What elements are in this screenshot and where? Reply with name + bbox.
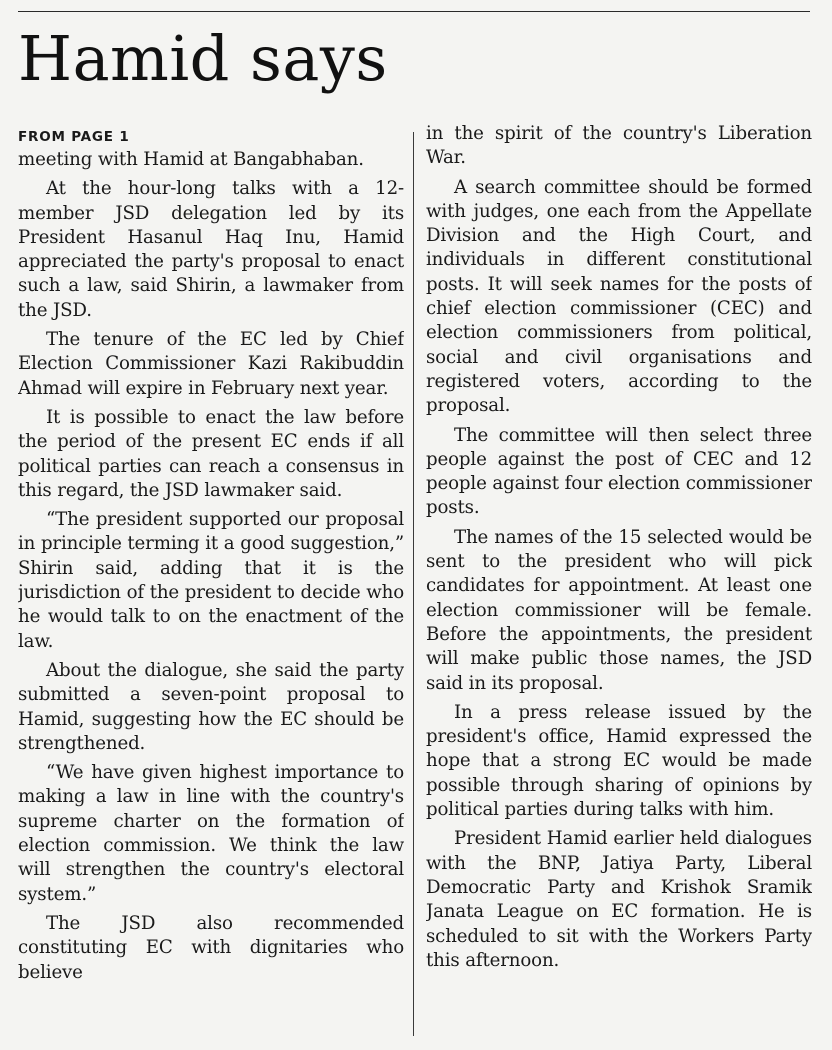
paragraph: in the spirit of the country's Liberation War.	[426, 123, 812, 169]
paragraph: It is possible to enact the law before the period of the present EC ends if all political parties can reach a consensus in this regard, the JSD lawmaker said.	[18, 406, 404, 501]
paragraph: The JSD also recommended constituting EC with dignitaries who believe	[18, 912, 404, 983]
paragraph: The tenure of the EC led by Chief Election Commissioner Kazi Rakibuddin Ahmad will expire in February next year.	[18, 329, 404, 399]
paragraph: “The president supported our proposal in principle terming it a good suggestion,” Shirin said, adding that it is the jurisdiction of the president to decide who he would talk to on the enactment of the law.	[18, 509, 404, 652]
paragraph: meeting with Hamid at Bangabhaban.	[18, 149, 364, 170]
paragraph: About the dialogue, she said the party submitted a seven-point proposal to Hamid, suggesting how the EC should be strengthened.	[18, 659, 404, 754]
top-rule	[18, 11, 810, 12]
headline: Hamid says	[18, 22, 388, 95]
paragraph: In a press release issued by the president's office, Hamid expressed the hope that a strong EC would be made possible through sharing of opinions by political parties during talks with him.	[426, 701, 812, 821]
paragraph: The names of the 15 selected would be sent to the president who will pick candidates for appointment. At least one election commissioner will be female. Before the appointments, the president will make public those names, the JSD said in its proposal.	[426, 526, 812, 694]
article-column-left	[18, 122, 404, 1042]
paragraph: The committee will then select three people against the post of CEC and 12 people against four election commissioner posts.	[426, 424, 812, 519]
article-column-right	[426, 122, 812, 1042]
paragraph: “We have given highest importance to making a law in line with the country's supreme charter on the formation of election commission. We think the law will strengthen the country's electoral system.”	[18, 762, 404, 905]
paragraph: A search committee should be formed with judges, one each from the Appellate Division and the High Court, and individuals in different constitutional posts. It will seek names for the posts of chief election commissioner (CEC) and election commissioners from political, social and civil organisations and registered voters, according to the proposal.	[426, 176, 812, 417]
continuation-kicker: FROM PAGE 1	[18, 129, 130, 145]
column-divider	[413, 132, 414, 1036]
paragraph: At the hour-long talks with a 12-member JSD delegation led by its President Hasanul Haq Inu, Hamid appreciated the party's proposal to enact such a law, said Shirin, a lawmaker from the JSD.	[18, 178, 404, 321]
paragraph: President Hamid earlier held dialogues with the BNP, Jatiya Party, Liberal Democratic Party and Krishok Sramik Janata League on EC formation. He is scheduled to sit with the Workers Party this afternoon.	[426, 828, 812, 971]
